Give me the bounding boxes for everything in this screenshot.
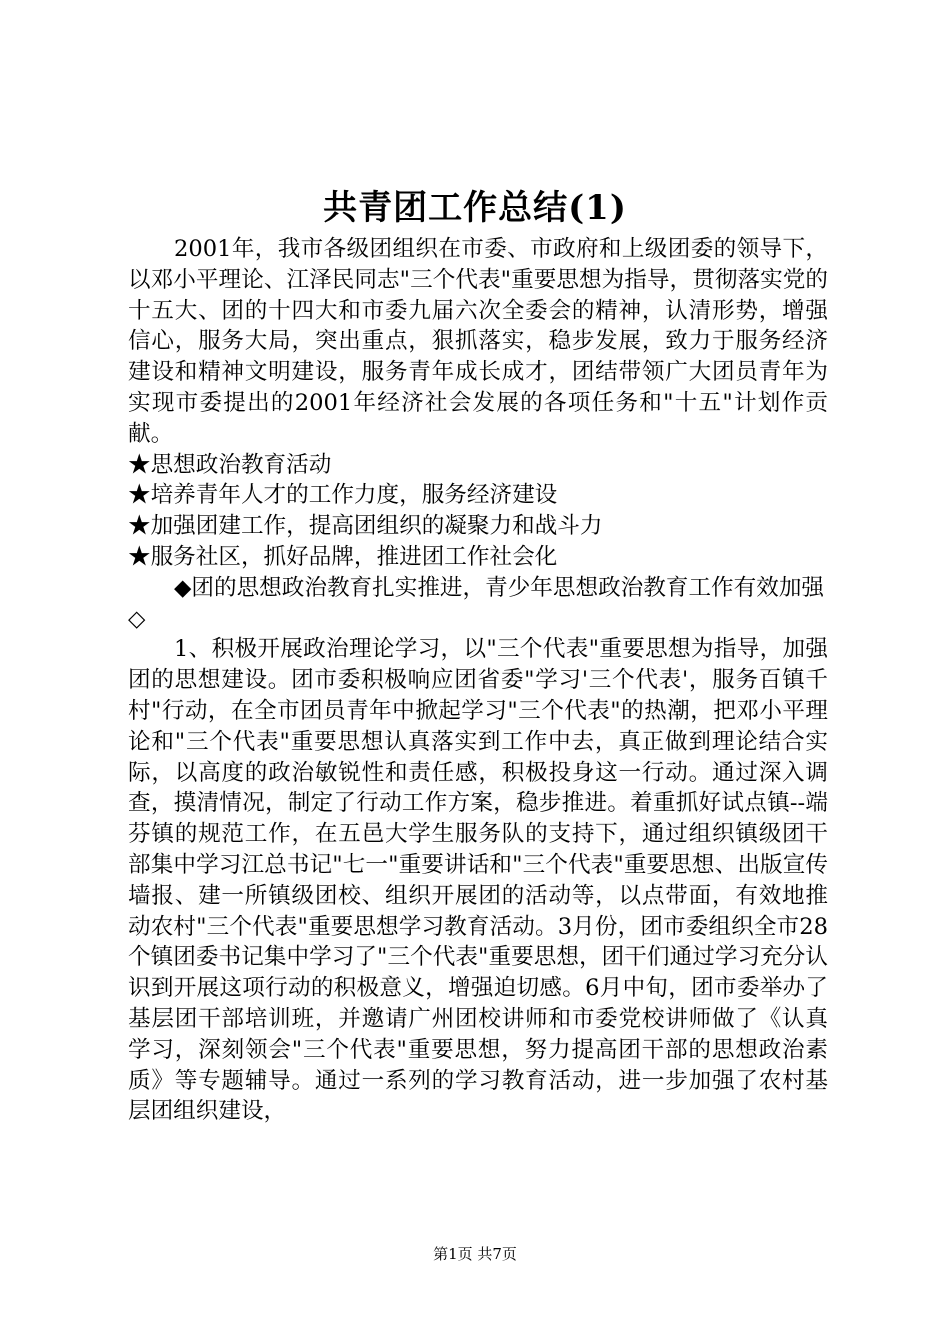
body-paragraph-1: 1、积极开展政治理论学习，以"三个代表"重要思想为指导，加强团的思想建设。团市委积极响应团省委"学习'三个代表'，服务百镇千村"行动，在全市团员青年中掀起学习"三个代表"的热潮，把邓小平理论和"三个代表"重要思想认真落实到工作中去，真正做到理论结合实际，以高度的政治敏锐性和责任感，积极投身这一行动。通过深入调查，摸清情况，制定了行动工作方案，稳步推进。着重抓好试点镇--端芬镇的规范工作，在五邑大学生服务队的支持下，通过组织镇级团干部集中学习江总书记"七一"重要讲话和"三个代表"重要思想、出版宣传墙报、建一所镇级团校、组织开展团的活动等，以点带面，有效地推动农村"三个代表"重要思想学习教育活动。3月份，团市委组织全市28个镇团委书记集中学习了"三个代表"重要思想，团干们通过学习充分认识到开展这项行动的积极意义，增强迫切感。6月中旬，团市委举办了基层团干部培训班，并邀请广州团校讲师和市委党校讲师做了《认真学习，深刻领会"三个代表"重要思想，努力提高团干部的思想政治素质》等专题辅导。通过一系列的学习教育活动，进一步加强了农村基层团组织建设， xyxy=(128,636,828,1125)
star-item-1: ★思想政治教育活动 xyxy=(128,451,332,478)
star-item-2: ★培养青年人才的工作力度，服务经济建设 xyxy=(128,482,558,509)
intro-paragraph: 2001年，我市各级团组织在市委、市政府和上级团委的领导下，以邓小平理论、江泽民同志"三个代表"重要思想为指导，贯彻落实党的十五大、团的十四大和市委九届六次全委会的精神，认清形势，增强信心，服务大局，突出重点，狠抓落实，稳步发展，致力于服务经济建设和精神文明建设，服务青年成长成才，团结带领广大团员青年为实现市委提出的2001年经济社会发展的各项任务和"十五"计划作贡献。 xyxy=(128,236,828,447)
star-item-3: ★加强团建工作，提高团组织的凝聚力和战斗力 xyxy=(128,513,603,540)
star-item-4: ★服务社区，抓好品牌，推进团工作社会化 xyxy=(128,543,558,570)
section-heading: ◆团的思想政治教育扎实推进，青少年思想政治教育工作有效加强 xyxy=(174,574,825,601)
page-footer: 第1页 共7页 xyxy=(433,1245,517,1263)
document-title: 共青团工作总结(1) xyxy=(323,188,627,228)
diamond-marker: ◇ xyxy=(128,605,146,632)
document-body xyxy=(128,234,828,1127)
